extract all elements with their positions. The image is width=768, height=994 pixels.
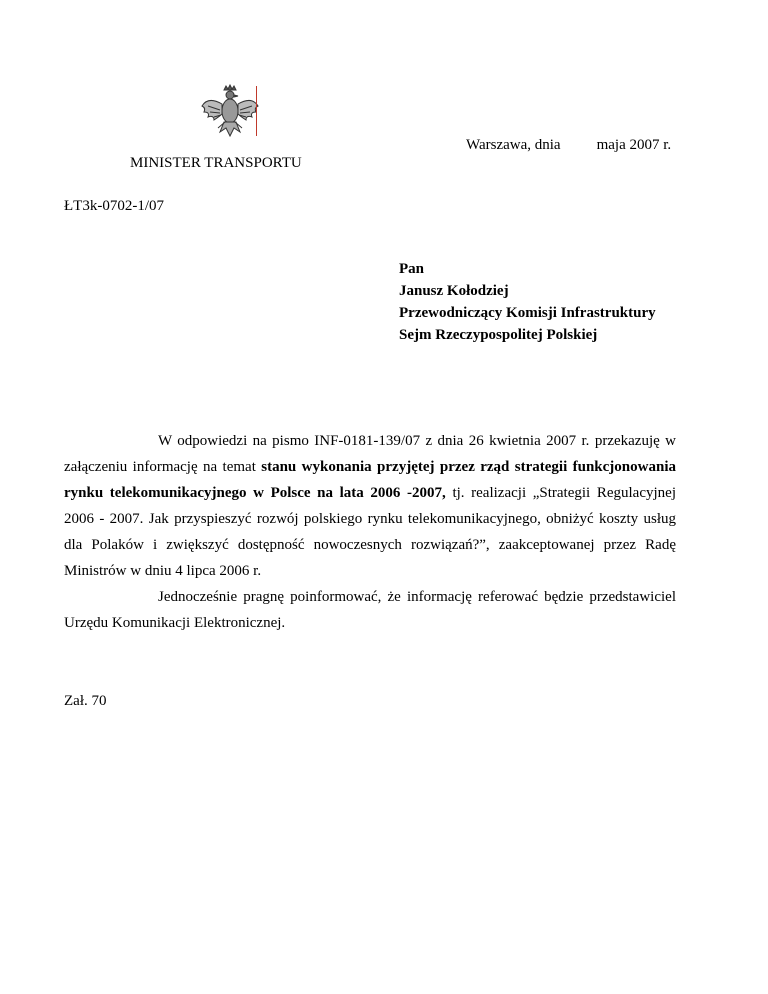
attachment-note: Zał. 70	[64, 693, 107, 709]
place-date-left: Warszawa, dnia	[466, 137, 561, 153]
polish-eagle-emblem-icon	[198, 84, 262, 140]
reference-number: ŁT3k-0702-1/07	[64, 198, 164, 214]
recipient-line-3: Przewodniczący Komisji Infrastruktury	[399, 305, 656, 321]
body-paragraph-1	[64, 428, 676, 584]
body-paragraph-2	[64, 584, 676, 636]
p2-text: Jednocześnie pragnę poinformować, że informację referować będzie przedstawiciel Urzędu Komunikacji Elektronicznej.	[64, 589, 676, 631]
recipient-line-1: Pan	[399, 261, 425, 277]
recipient-line-2: Janusz Kołodziej	[399, 283, 509, 299]
p1-text-b: tj. realizacji „Strategii Regulacyjnej 2006 - 2007. Jak przyspieszyć rozwój polskiego rynku telekomunikacyjnego, obniżyć koszty usług dla Polaków i zwiększyć dostępność nowoczesnych rozwiązań?”, zaakceptowanej przez Radę Ministrów w dniu 4 lipca 2006 r.	[64, 485, 676, 579]
sender: MINISTER TRANSPORTU	[130, 155, 302, 171]
emblem-divider-line	[256, 86, 257, 136]
p1-bold-text: stanu wykonania przyjętej przez rząd strategii funkcjonowania rynku telekomunikacyjnego w Polsce na lata 2006 -2007,	[64, 459, 676, 501]
recipient-line-4: Sejm Rzeczypospolitej Polskiej	[399, 327, 598, 343]
p1-text-a: W odpowiedzi na pismo INF-0181-139/07 z dnia 26 kwietnia 2007 r. przekazuję w załączeniu informację na temat	[64, 433, 676, 475]
place-date	[466, 137, 671, 154]
place-date-right: maja 2007 r.	[596, 137, 672, 153]
